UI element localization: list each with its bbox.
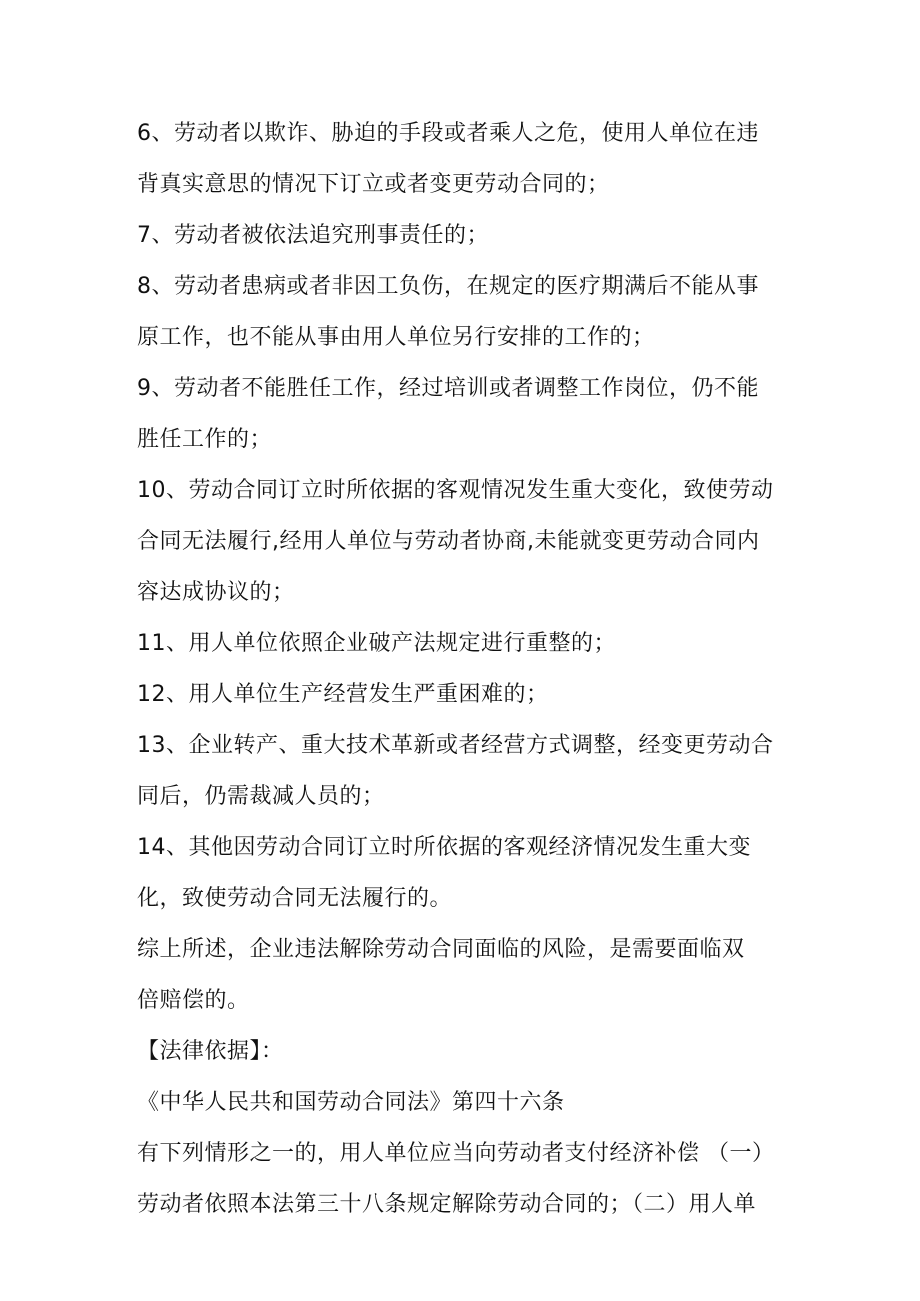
section-heading: 【法律依据】： (137, 1039, 284, 1064)
text-line: 劳动者依照本法第三十八条规定解除劳动合同的；（二）用人单 (137, 1192, 757, 1217)
text-line: 合同无法履行,经用人单位与劳动者协商,未能就变更劳动合同内 (137, 529, 760, 554)
text-line: 原工作，也不能从事由用人单位另行安排的工作的； (137, 325, 655, 350)
text-line: 综上所述，企业违法解除劳动合同面临的风险，是需要面临双 (137, 937, 745, 962)
text-line: 11、用人单位依照企业破产法规定进行重整的； (137, 631, 616, 656)
text-line: 8、劳动者患病或者非因工负伤，在规定的医疗期满后不能从事 (137, 274, 759, 299)
text-line: 14、其他因劳动合同订立时所依据的客观经济情况发生重大变 (137, 835, 751, 860)
text-line: 6、劳动者以欺诈、胁迫的手段或者乘人之危，使用人单位在违 (137, 121, 759, 146)
law-title: 《中华人民共和国劳动合同法》第四十六条 (137, 1090, 565, 1115)
text-line: 胜任工作的； (137, 427, 273, 452)
text-line: 同后，仍需裁减人员的； (137, 784, 385, 809)
text-line: 7、劳动者被依法追究刑事责任的； (137, 223, 489, 248)
text-line: 10、劳动合同订立时所依据的客观情况发生重大变化，致使劳动 (137, 478, 774, 503)
text-line: 9、劳动者不能胜任工作，经过培训或者调整工作岗位，仍不能 (137, 376, 759, 401)
document-body (137, 108, 797, 1230)
text-line: 化，致使劳动合同无法履行的。 (137, 886, 453, 911)
text-line: 有下列情形之一的，用人单位应当向劳动者支付经济补偿 （一） (137, 1141, 775, 1166)
text-line: 倍赔偿的。 (137, 988, 250, 1013)
text-line: 背真实意思的情况下订立或者变更劳动合同的； (137, 172, 610, 197)
text-line: 13、企业转产、重大技术革新或者经营方式调整，经变更劳动合 (137, 733, 774, 758)
text-line: 容达成协议的； (137, 580, 295, 605)
text-line: 12、用人单位生产经营发生严重困难的； (137, 682, 549, 707)
